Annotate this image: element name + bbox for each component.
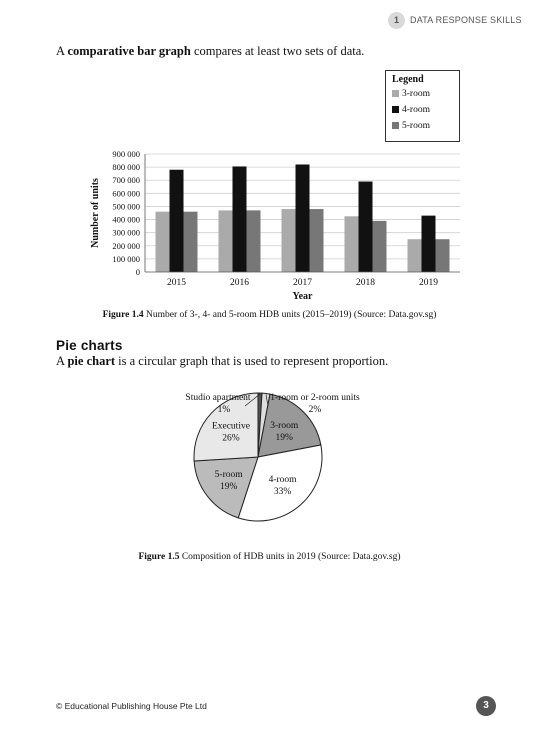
bar-4-room-2019 bbox=[422, 216, 436, 272]
bar-3-room-2017 bbox=[282, 209, 296, 272]
pie-intro-term: pie chart bbox=[67, 354, 116, 368]
pie-label-name: Studio apartment bbox=[185, 393, 251, 403]
pie-charts-heading: Pie charts bbox=[56, 338, 123, 353]
figure-1-5-caption bbox=[0, 552, 539, 562]
pie-label-pct: 26% bbox=[222, 433, 240, 444]
bar-intro-pre: A bbox=[56, 44, 68, 58]
bar-5-room-2016 bbox=[247, 210, 261, 272]
y-axis-title: Number of units bbox=[90, 178, 101, 248]
legend-item-3-room bbox=[392, 89, 430, 101]
x-tick-label: 2016 bbox=[230, 278, 249, 288]
bar-3-room-2019 bbox=[408, 239, 422, 272]
bar-3-room-2015 bbox=[156, 212, 170, 272]
legend-swatch-3-room bbox=[392, 90, 399, 97]
x-tick-label: 2017 bbox=[293, 278, 312, 288]
pie-label-pct: 2% bbox=[308, 405, 322, 415]
pie-label-pct: 33% bbox=[273, 486, 292, 497]
y-tick-label: 700 000 bbox=[112, 175, 140, 186]
y-tick-label: 400 000 bbox=[112, 214, 140, 225]
bar-3-room-2018 bbox=[345, 216, 359, 272]
pie-label-name: 3-room bbox=[270, 420, 299, 431]
y-tick-label: 800 000 bbox=[112, 162, 140, 173]
bar-4-room-2015 bbox=[170, 170, 184, 272]
bar-4-room-2018 bbox=[359, 182, 373, 272]
pie-label-pct: 1% bbox=[217, 405, 231, 415]
bar-3-room-2016 bbox=[219, 210, 233, 272]
pie-intro-post: is a circular graph that is used to represent proportion. bbox=[115, 354, 389, 368]
pie-label-pct: 19% bbox=[275, 432, 293, 443]
figure-1-5-label: Figure 1.5 bbox=[138, 552, 180, 562]
copyright-notice: © Educational Publishing House Pte Ltd bbox=[56, 701, 207, 711]
legend-item-5-room bbox=[392, 121, 430, 133]
bar-intro-term: comparative bar graph bbox=[67, 44, 191, 58]
y-tick-label: 900 000 bbox=[112, 149, 140, 159]
y-tick-label: 100 000 bbox=[112, 253, 140, 264]
section-number-badge: 1 bbox=[388, 12, 405, 29]
y-tick-label: 300 000 bbox=[112, 227, 140, 238]
pie-label-name: Executive bbox=[211, 421, 250, 432]
figure-1-4-text: Number of 3-, 4- and 5-room HDB units (2015–2019) (Source: Data.gov.sg) bbox=[143, 310, 437, 320]
x-tick-label: 2015 bbox=[167, 278, 186, 288]
x-axis-title: Year bbox=[292, 291, 313, 302]
figure-1-5-text: Composition of HDB units in 2019 (Source: Data.gov.sg) bbox=[179, 552, 401, 562]
bar-5-room-2017 bbox=[310, 209, 324, 272]
bar-chart-axes bbox=[90, 149, 460, 302]
legend-label-5-room: 5-room bbox=[402, 121, 430, 131]
bar-5-room-2019 bbox=[436, 239, 450, 272]
pie-chart-slices bbox=[194, 393, 322, 521]
legend-swatch-5-room bbox=[392, 122, 399, 129]
legend-title: Legend bbox=[392, 74, 424, 85]
bar-chart bbox=[0, 0, 539, 320]
pie-chart-intro bbox=[56, 354, 388, 369]
legend-label-3-room: 3-room bbox=[402, 89, 430, 99]
pie-chart bbox=[0, 380, 539, 550]
x-tick-label: 2018 bbox=[356, 278, 375, 288]
pie-intro-pre: A bbox=[56, 354, 68, 368]
bar-4-room-2016 bbox=[233, 166, 247, 272]
pie-label-name: 1-room or 2-room units bbox=[270, 393, 360, 403]
bar-5-room-2018 bbox=[373, 221, 387, 272]
bar-intro-post: compares at least two sets of data. bbox=[190, 44, 365, 58]
x-tick-label: 2019 bbox=[419, 278, 438, 288]
y-tick-label: 200 000 bbox=[112, 240, 140, 251]
y-tick-label: 600 000 bbox=[112, 188, 140, 199]
bar-5-room-2015 bbox=[184, 212, 198, 272]
legend-label-4-room: 4-room bbox=[402, 105, 430, 115]
page-number-badge: 3 bbox=[476, 696, 496, 716]
pie-label-name: 4-room bbox=[268, 474, 297, 485]
section-title: DATA RESPONSE SKILLS bbox=[410, 15, 522, 25]
legend-item-4-room bbox=[392, 105, 430, 117]
pie-label-pct: 19% bbox=[219, 481, 238, 492]
y-tick-label: 500 000 bbox=[112, 201, 140, 212]
bar-4-room-2017 bbox=[296, 164, 310, 272]
figure-1-4-caption bbox=[0, 310, 539, 320]
y-tick-label: 0 bbox=[135, 267, 140, 277]
bar-chart-legend bbox=[385, 70, 460, 142]
pie-label-name: 5-room bbox=[214, 469, 243, 480]
figure-1-4-label: Figure 1.4 bbox=[102, 310, 144, 320]
legend-swatch-4-room bbox=[392, 106, 399, 113]
